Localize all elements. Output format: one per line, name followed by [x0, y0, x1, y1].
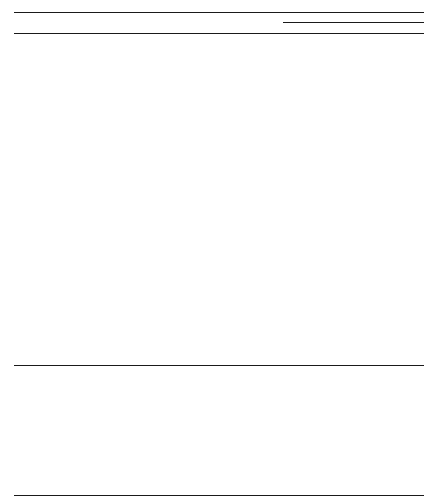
bottom-rule — [14, 495, 424, 496]
results-group-rule — [283, 22, 424, 23]
header-rule — [14, 33, 424, 34]
body-bottom-rule — [14, 365, 424, 366]
top-rule — [14, 12, 424, 13]
